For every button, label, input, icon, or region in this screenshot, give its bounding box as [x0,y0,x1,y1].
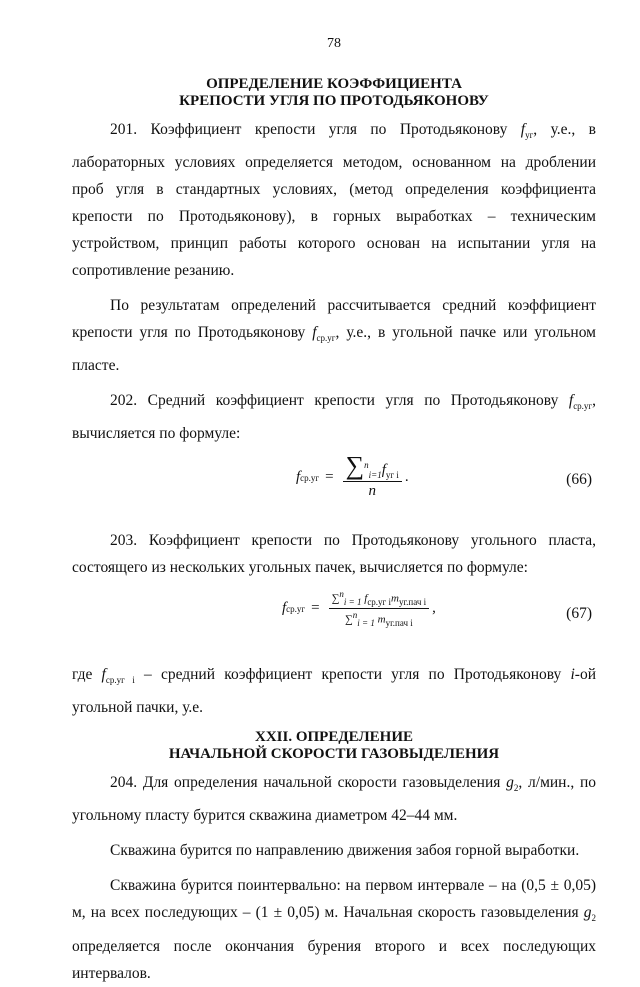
formula-end-punct: . [404,469,409,486]
term-m: m [377,613,386,626]
sum-upper-limit: n [339,589,344,600]
formula-number: (66) [566,471,592,489]
fraction-numerator [343,451,402,482]
paragraph-text: , л/мин., по угольному пласту бурится скважина диаметром 42–44 мм. [72,774,596,825]
symbol-f: f [312,324,317,342]
formula-number: (67) [566,605,592,623]
sum-sign: ∑ [331,592,340,605]
equals-sign: = [311,600,320,617]
formula-66-row [72,451,596,513]
paragraph-text: По результатам определений рассчитывается средний коэффициент крепости угля по Протодьяконову [72,297,596,342]
sum-sign: ∑ [344,613,353,626]
symbol-subscript: ср.уг [573,401,593,412]
equals-sign: = [325,469,334,486]
paragraph-text: 202. Средний коэффициент крепости угля по Протодьяконову [110,392,569,410]
fraction [343,451,402,500]
paragraph-201 [72,116,596,284]
section-heading-strength [72,76,596,110]
paragraph-text: , у.е., в угольной пачке или угольном пласте. [72,324,596,375]
formula-end-punct: , [432,600,436,617]
heading-line: НАЧАЛЬНОЙ СКОРОСТИ ГАЗОВЫДЕЛЕНИЯ [168,746,500,763]
sum-upper-limit: n [364,460,369,471]
paragraph-results [72,292,596,379]
symbol-g: g [583,904,592,922]
paragraph-text: 204. Для определения начальной скорости газовыделения [110,774,507,792]
sum-term: f [381,462,386,479]
symbol-subscript: 2 [513,783,519,794]
formula-lhs: f [282,600,287,617]
heading-line: ОПРЕДЕЛЕНИЕ КОЭФФИЦИЕНТА [206,76,462,92]
formula-67-row [72,589,596,647]
paragraph-203: 203. Коэффициент крепости по Протодьяконову угольного пласта, состоящего из нескольких угольных пачек, вычисляется по формуле: [72,532,596,577]
paragraph-interval [72,872,596,986]
paragraph-text: , вычисляется по формуле: [72,392,596,443]
paragraph-text: Скважина бурится поинтервально: на первом интервале – на (0,5 ± 0,05) м, на всех последующих – (1 ± 0,05) м. Начальная скорость газовыделения [72,877,596,922]
term-f: f [364,592,368,605]
symbol-subscript: уг [525,130,534,141]
symbol-f: f [101,666,106,684]
symbol-i: i [570,666,575,684]
sum-lower-limit: i = 1 [343,597,362,608]
heading-line: КРЕПОСТИ УГЛЯ ПО ПРОТОДЬЯКОНОВУ [179,93,489,109]
paragraph-text: определяется после окончания бурения второго и всех последующих интервалов. [72,937,596,982]
fraction [329,589,430,628]
symbol-f: f [520,121,526,138]
page-number: 78 [327,36,341,51]
paragraph-text: -ой угольной пачки, у.е. [72,666,596,717]
sum-sign: ∑ [345,451,365,481]
symbol-f: f [568,392,574,410]
term-m-subscript: уг.пач i [385,617,413,628]
paragraph-202 [72,387,596,447]
formula-67 [282,589,436,628]
paragraph-text: – средний коэффициент крепости угля по Протодьяконову [134,666,571,684]
paragraph-text: где [72,666,102,684]
symbol-subscript: 2 [591,913,596,924]
paragraph-where [72,661,596,721]
fraction-denominator [345,609,413,628]
formula-lhs-subscript: ср.уг [286,603,306,614]
sum-upper-limit: n [352,610,358,621]
section-heading-gas [72,729,596,763]
term-f-subscript: ср.уг i [367,597,391,608]
symbol-subscript: ср.уг i [105,675,135,686]
heading-line: XXII. ОПРЕДЕЛЕНИЕ [255,729,413,746]
fraction-denominator: n [368,483,376,500]
paragraph-text: , у.е., в лабораторных условиях определяется методом, основанном на дроблении проб угля в стандартных условиях, (метод определения коэффициента крепости по Протодьяконову), в горных выработках – техническим устройством, принцип работы которого основан на испытании угля на сопротивление резанию. [72,121,596,280]
symbol-subscript: ср.уг [316,333,336,344]
term-m-subscript: уг.пач i [398,597,427,608]
formula-66 [296,451,409,500]
paragraph-204 [72,769,596,829]
sum-term-subscript: уг i [385,470,399,481]
paragraph-text: 201. Коэффициент крепости угля по Протодьяконову [110,121,521,138]
sum-lower-limit: i=1 [368,470,382,481]
term-m: m [391,592,399,605]
fraction-numerator [329,589,430,609]
sum-lower-limit: i = 1 [357,617,375,628]
formula-lhs: f [296,469,301,486]
symbol-g: g [506,774,514,792]
paragraph-direction: Скважина бурится по направлению движения забоя горной выработки. [110,842,580,860]
formula-lhs-subscript: ср.уг [300,472,320,483]
